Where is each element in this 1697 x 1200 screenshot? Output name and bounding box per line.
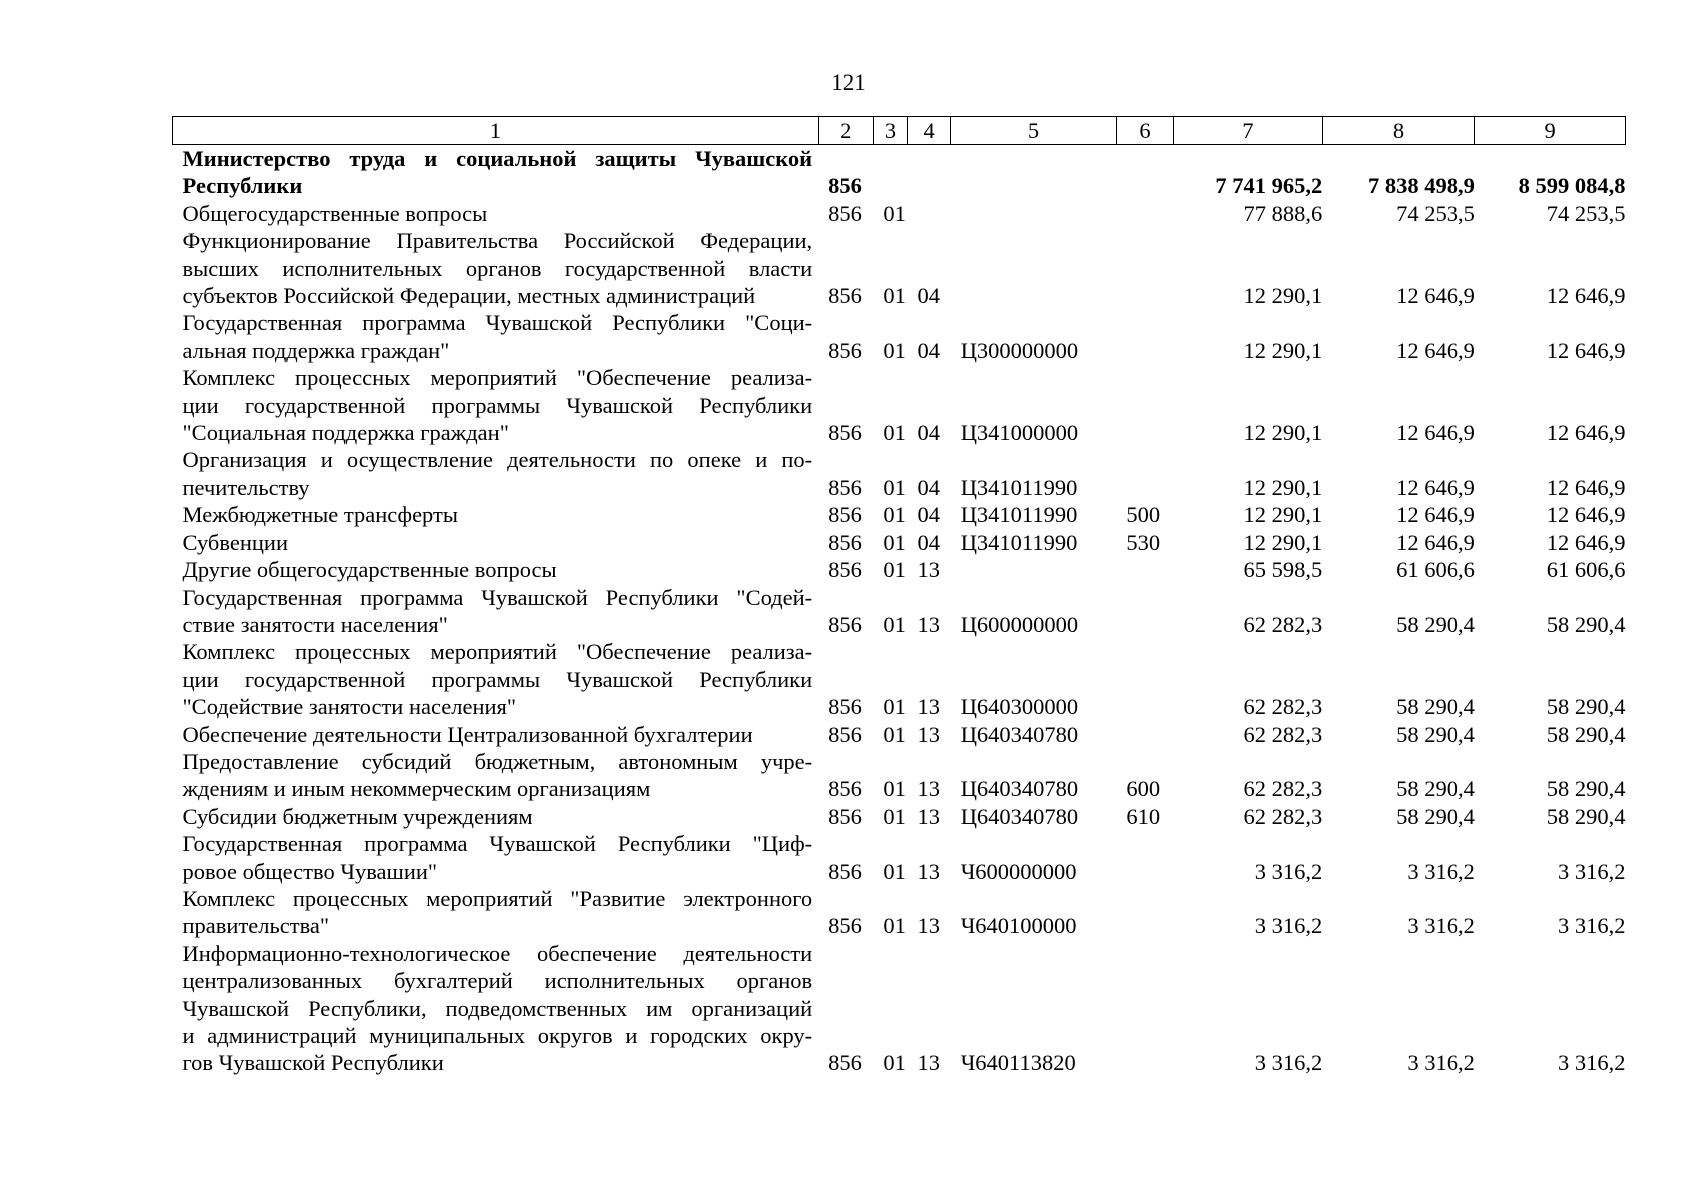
subsection-code: 04 <box>917 529 941 555</box>
row-name <box>173 309 819 364</box>
row-name <box>173 638 819 720</box>
subsection-code: 13 <box>917 721 941 747</box>
amount-year-3: 58 290,4 <box>1546 694 1626 720</box>
row-name-line: Комплекс процессных мероприятий "Развитие электронного <box>182 885 813 911</box>
row-name-line: "Социальная поддержка граждан" <box>182 420 509 446</box>
amount-year-2: 12 646,9 <box>1396 283 1475 309</box>
amount-year-1: 12 290,1 <box>1243 502 1323 528</box>
expense-type-code <box>1116 556 1173 583</box>
section-code: 01 <box>883 200 906 226</box>
target-article-code <box>951 200 1117 227</box>
amount-year-3: 12 646,9 <box>1546 502 1626 528</box>
amount-year-2: 61 606,6 <box>1396 557 1475 583</box>
row-name-line: гов Чувашской Республики <box>182 1050 444 1076</box>
section-code: 01 <box>883 474 906 500</box>
subsection-code: 13 <box>917 611 941 637</box>
subsection-code: 13 <box>917 776 941 802</box>
header-col-9: 9 <box>1475 117 1626 145</box>
amount-year-1: 62 282,3 <box>1243 611 1323 637</box>
amount-year-1: 65 598,5 <box>1243 557 1323 583</box>
header-col-4: 4 <box>908 117 951 145</box>
amount-year-3: 58 290,4 <box>1546 776 1626 802</box>
ministry-code: 856 <box>828 283 862 309</box>
table-row <box>173 446 1626 501</box>
expense-type-code: 500 <box>1126 502 1161 528</box>
row-name-line: ции государственной программы Чувашской Республики <box>182 392 813 418</box>
amount-year-1: 3 316,2 <box>1254 913 1323 939</box>
row-name-line: Министерство труда и социальной защиты Чувашской <box>182 146 813 171</box>
row-name-line: Комплекс процессных мероприятий "Обеспечение реализа- <box>182 639 813 665</box>
section-code: 01 <box>883 529 906 555</box>
row-name-line: Субвенции <box>182 529 288 555</box>
row-name <box>173 446 819 501</box>
amount-year-1: 12 290,1 <box>1243 474 1323 500</box>
row-name-line: Комплекс процессных мероприятий "Обеспечение реализа- <box>182 365 813 391</box>
target-article-code: Ц341011990 <box>960 502 1078 528</box>
row-name-line: Субсидии бюджетным учреждениям <box>182 803 533 829</box>
target-article-code: Ц341000000 <box>960 420 1079 446</box>
subsection-code: 04 <box>917 337 941 363</box>
row-name <box>173 584 819 639</box>
target-article-code: Ц341011990 <box>960 529 1078 555</box>
amount-year-2: 58 290,4 <box>1396 721 1475 747</box>
row-name-line: печительству <box>182 474 310 500</box>
subsection-code: 13 <box>917 694 941 720</box>
row-name-line: Межбюджетные трансферты <box>182 502 458 528</box>
table-row <box>173 584 1626 639</box>
header-col-6: 6 <box>1116 117 1173 145</box>
table-row <box>173 638 1626 720</box>
amount-year-1: 62 282,3 <box>1243 776 1323 802</box>
row-name-line: Государственная программа Чувашской Республики "Содей- <box>182 584 813 610</box>
amount-year-3: 3 316,2 <box>1558 1050 1626 1076</box>
amount-year-1: 3 316,2 <box>1254 858 1323 884</box>
section-code: 01 <box>883 283 906 309</box>
table-body <box>173 145 1626 1077</box>
header-col-7: 7 <box>1174 117 1323 145</box>
header-col-8: 8 <box>1322 117 1475 145</box>
amount-year-2: 12 646,9 <box>1396 474 1475 500</box>
amount-year-3: 58 290,4 <box>1546 803 1626 829</box>
amount-year-1: 3 316,2 <box>1254 1050 1323 1076</box>
section-code: 01 <box>883 913 906 939</box>
subsection-code: 04 <box>917 283 941 309</box>
row-name-line: "Содействие занятости населения" <box>182 694 517 720</box>
row-name <box>173 556 819 583</box>
ministry-code: 856 <box>828 1050 862 1076</box>
amount-year-2: 58 290,4 <box>1396 611 1475 637</box>
row-name-line: Предоставление субсидий бюджетным, автономным учре- <box>182 748 813 774</box>
amount-year-3: 8 599 084,8 <box>1518 173 1626 199</box>
ministry-code: 856 <box>828 474 862 500</box>
target-article-code: Ц300000000 <box>960 337 1079 363</box>
amount-year-1: 12 290,1 <box>1243 283 1323 309</box>
header-col-3: 3 <box>873 117 907 145</box>
row-name-line: и администраций муниципальных округов и городских окру- <box>182 1023 813 1048</box>
row-name-line: Государственная программа Чувашской Республики "Циф- <box>182 831 813 857</box>
expense-type-code: 530 <box>1126 529 1161 555</box>
section-code: 01 <box>883 557 906 583</box>
ministry-code: 856 <box>828 694 862 720</box>
row-name <box>173 940 819 1077</box>
target-article-code: Ц640340780 <box>960 721 1079 747</box>
ministry-code: 856 <box>828 611 862 637</box>
section-code: 01 <box>883 1050 906 1076</box>
subsection-code: 04 <box>917 474 941 500</box>
subsection-code: 04 <box>917 502 941 528</box>
target-article-code: Ч640100000 <box>960 913 1077 939</box>
row-name-line: высших исполнительных органов государственной власти <box>182 255 813 281</box>
target-article-code: Ч600000000 <box>960 858 1077 884</box>
target-article-code: Ц640340780 <box>960 803 1079 829</box>
row-name-line: Чувашской Республики, подведомственных им организаций <box>182 995 813 1021</box>
table-row <box>173 556 1626 583</box>
header-col-1: 1 <box>173 117 819 145</box>
ministry-code: 856 <box>828 557 862 583</box>
row-name-line: ции государственной программы Чувашской Республики <box>182 666 813 692</box>
expense-type-code: 600 <box>1126 776 1161 802</box>
amount-year-1: 77 888,6 <box>1243 200 1323 226</box>
header-row <box>173 117 1626 145</box>
row-name <box>173 145 819 200</box>
row-name-line: правительства" <box>182 913 330 939</box>
table-row <box>173 145 1626 200</box>
row-name <box>173 803 819 830</box>
table-row <box>173 885 1626 940</box>
amount-year-2: 3 316,2 <box>1407 858 1475 884</box>
row-name <box>173 501 819 528</box>
expense-type-code <box>1116 638 1173 720</box>
expense-type-code <box>1116 145 1173 200</box>
amount-year-3: 61 606,6 <box>1546 557 1626 583</box>
amount-year-1: 7 741 965,2 <box>1215 173 1323 199</box>
row-name-line: ровое общество Чувашии" <box>182 858 438 884</box>
ministry-code: 856 <box>828 858 862 884</box>
amount-year-3: 12 646,9 <box>1546 283 1626 309</box>
amount-year-3: 12 646,9 <box>1546 337 1626 363</box>
target-article-code <box>951 145 1117 200</box>
section-code: 01 <box>883 611 906 637</box>
page-number: 121 <box>831 70 866 95</box>
target-article-code: Ц640300000 <box>960 694 1079 720</box>
amount-year-1: 12 290,1 <box>1243 420 1323 446</box>
amount-year-2: 7 838 498,9 <box>1367 173 1475 199</box>
ministry-code: 856 <box>828 803 862 829</box>
amount-year-2: 74 253,5 <box>1396 200 1475 226</box>
section-code: 01 <box>883 502 906 528</box>
row-name-line: Государственная программа Чувашской Республики "Соци- <box>182 310 813 336</box>
row-name <box>173 364 819 446</box>
amount-year-2: 3 316,2 <box>1407 913 1475 939</box>
ministry-code: 856 <box>828 721 862 747</box>
subsection-code: 13 <box>917 1050 941 1076</box>
amount-year-2: 3 316,2 <box>1407 1050 1475 1076</box>
row-name <box>173 227 819 309</box>
subsection-code: 13 <box>917 803 941 829</box>
amount-year-3: 3 316,2 <box>1558 858 1626 884</box>
ministry-code: 856 <box>828 173 862 199</box>
amount-year-2: 12 646,9 <box>1396 502 1475 528</box>
section-code <box>873 145 907 200</box>
section-code: 01 <box>883 858 906 884</box>
ministry-code: 856 <box>828 529 862 555</box>
amount-year-3: 74 253,5 <box>1546 200 1626 226</box>
expense-type-code <box>1116 227 1173 309</box>
expense-type-code <box>1116 721 1173 748</box>
target-article-code: Ц341011990 <box>960 474 1078 500</box>
amount-year-3: 12 646,9 <box>1546 474 1626 500</box>
subsection-code: 13 <box>917 913 941 939</box>
row-name <box>173 748 819 803</box>
subsection-code: 04 <box>917 420 941 446</box>
row-name-line: Информационно-технологическое обеспечение деятельности <box>182 940 813 966</box>
row-name-line: Обеспечение деятельности Централизованной бухгалтерии <box>182 721 753 747</box>
ministry-code: 856 <box>828 776 862 802</box>
ministry-code: 856 <box>828 420 862 446</box>
table-row <box>173 364 1626 446</box>
table-row <box>173 200 1626 227</box>
subsection-code <box>908 200 951 227</box>
row-name-line: ждениям и иным некоммерческим организациям <box>182 776 651 802</box>
expense-type-code <box>1116 309 1173 364</box>
section-code: 01 <box>883 776 906 802</box>
expense-type-code: 610 <box>1126 803 1161 829</box>
row-name <box>173 721 819 748</box>
target-article-code: Ч640113820 <box>960 1050 1076 1076</box>
row-name-line: Республики <box>182 173 303 199</box>
table-row <box>173 309 1626 364</box>
table-row <box>173 227 1626 309</box>
ministry-code: 856 <box>828 200 862 226</box>
row-name <box>173 200 819 227</box>
expense-type-code <box>1116 830 1173 885</box>
target-article-code: Ц600000000 <box>960 611 1079 637</box>
amount-year-3: 12 646,9 <box>1546 420 1626 446</box>
amount-year-1: 62 282,3 <box>1243 721 1323 747</box>
row-name <box>173 885 819 940</box>
target-article-code <box>951 227 1117 309</box>
amount-year-2: 12 646,9 <box>1396 337 1475 363</box>
header-col-2: 2 <box>818 117 873 145</box>
amount-year-1: 12 290,1 <box>1243 529 1323 555</box>
expense-type-code <box>1116 885 1173 940</box>
row-name-line: ствие занятости населения" <box>182 611 448 637</box>
row-name-line: Функционирование Правительства Российской Федерации, <box>182 228 813 254</box>
expense-type-code <box>1116 200 1173 227</box>
table-row <box>173 830 1626 885</box>
amount-year-2: 58 290,4 <box>1396 776 1475 802</box>
expense-type-code <box>1116 584 1173 639</box>
ministry-code: 856 <box>828 337 862 363</box>
amount-year-3: 12 646,9 <box>1546 529 1626 555</box>
table-row <box>173 803 1626 830</box>
table-row <box>173 529 1626 556</box>
row-name-line: альная поддержка граждан" <box>182 337 450 363</box>
row-name-line: Другие общегосударственные вопросы <box>182 557 557 583</box>
ministry-code: 856 <box>828 502 862 528</box>
subsection-code: 13 <box>917 557 941 583</box>
row-name-line: Организация и осуществление деятельности по опеке и по- <box>182 447 813 473</box>
amount-year-3: 3 316,2 <box>1558 913 1626 939</box>
row-name-line: субъектов Российской Федерации, местных администраций <box>182 283 756 309</box>
amount-year-2: 12 646,9 <box>1396 529 1475 555</box>
expense-type-code <box>1116 446 1173 501</box>
table-row <box>173 501 1626 528</box>
row-name-line: Общегосударственные вопросы <box>182 200 488 226</box>
amount-year-3: 58 290,4 <box>1546 721 1626 747</box>
section-code: 01 <box>883 721 906 747</box>
row-name <box>173 830 819 885</box>
header-col-5: 5 <box>951 117 1117 145</box>
ministry-code: 856 <box>828 913 862 939</box>
section-code: 01 <box>883 694 906 720</box>
row-name <box>173 529 819 556</box>
budget-table <box>172 116 1626 1077</box>
table-header <box>173 117 1626 145</box>
amount-year-3: 58 290,4 <box>1546 611 1626 637</box>
expense-type-code <box>1116 940 1173 1077</box>
target-article-code: Ц640340780 <box>960 776 1079 802</box>
section-code: 01 <box>883 337 906 363</box>
amount-year-2: 12 646,9 <box>1396 420 1475 446</box>
amount-year-2: 58 290,4 <box>1396 694 1475 720</box>
subsection-code <box>908 145 951 200</box>
section-code: 01 <box>883 420 906 446</box>
subsection-code: 13 <box>917 858 941 884</box>
row-name-line: централизованных бухгалтерий исполнительных органов <box>182 968 813 994</box>
table-row <box>173 748 1626 803</box>
section-code: 01 <box>883 803 906 829</box>
amount-year-1: 62 282,3 <box>1243 803 1323 829</box>
expense-type-code <box>1116 364 1173 446</box>
table-row <box>173 940 1626 1077</box>
amount-year-1: 62 282,3 <box>1243 694 1323 720</box>
amount-year-2: 58 290,4 <box>1396 803 1475 829</box>
amount-year-1: 12 290,1 <box>1243 337 1323 363</box>
table-row <box>173 721 1626 748</box>
target-article-code <box>951 556 1117 583</box>
